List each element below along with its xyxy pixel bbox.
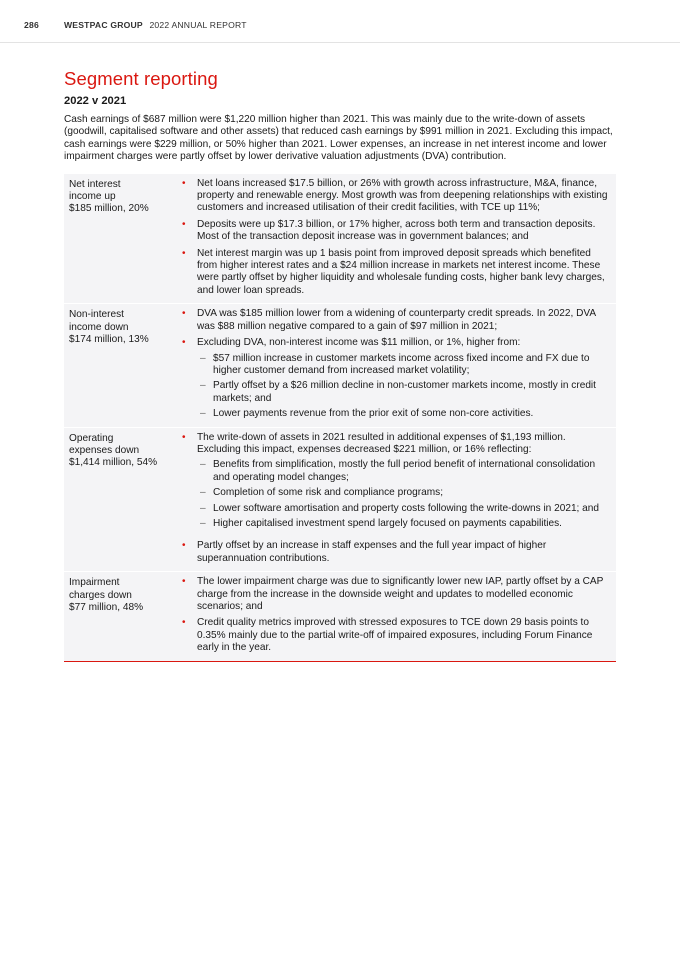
segment-label: [64, 428, 175, 572]
sub-bullet-text: Higher capitalised investment spend largely focused on payments capabilities.: [213, 517, 562, 529]
dash-icon: –: [200, 502, 206, 514]
segment-row: [64, 571, 616, 660]
bullet-icon: •: [182, 576, 186, 588]
bullet-icon: •: [182, 218, 186, 230]
sub-bullet-item: [197, 518, 612, 530]
bullet-icon: •: [182, 540, 186, 552]
bullet-item: [179, 540, 612, 565]
sub-bullet-item: [197, 380, 612, 405]
sub-bullet-item: [197, 487, 612, 499]
dash-icon: –: [200, 517, 206, 529]
bullet-text: DVA was $185 million lower from a widening of counterparty credit spreads. In 2022, DVA was $88 million negative compared to a gain of $97 million in 2021;: [197, 308, 596, 332]
dash-icon: –: [200, 459, 206, 471]
sub-bullet-text: Benefits from simplification, mostly the full period benefit of international consolidation and operating model changes;: [213, 459, 596, 483]
sub-bullet-text: Completion of some risk and compliance programs;: [213, 487, 444, 499]
bullet-item: [179, 308, 612, 333]
brand-name: WESTPAC GROUP: [64, 20, 143, 30]
bullet-text: Partly offset by an increase in staff expenses and the full year impact of higher superannuation contributions.: [197, 540, 547, 564]
bullet-icon: •: [182, 177, 186, 189]
bullet-text: Net loans increased $17.5 billion, or 26% with growth across infrastructure, M&A, finance, property and renewable energy. Most growth was from deepening relationships with existing customers and increased utilisation of their credit facilities, with TCE up 11%;: [197, 177, 608, 214]
segment-label-text: Net interest income up $185 million, 20%: [69, 178, 149, 215]
page-header: [0, 0, 680, 43]
segment-label: [64, 304, 175, 426]
page-number: 286: [24, 20, 39, 30]
bullet-icon: •: [182, 337, 186, 349]
sub-bullet-text: $57 million increase in customer markets income across fixed income and FX due to higher customer demand from increased market volatility;: [213, 352, 590, 376]
segment-detail: [175, 174, 616, 304]
dash-icon: –: [200, 380, 206, 392]
bullet-text: Deposits were up $17.3 billion, or 17% higher, across both term and transaction deposits. Most of the transaction deposit increase was in government balances; and: [197, 218, 596, 243]
bullet-item: [179, 576, 612, 613]
sub-bullet-text: Lower software amortisation and property costs following the write-downs in 2021; and: [213, 502, 600, 514]
segment-label: [64, 174, 175, 304]
sub-bullet-item: [197, 503, 612, 515]
bullet-item: [179, 432, 612, 537]
sub-bullet-text: Partly offset by a $26 million decline in non-customer markets income, mostly in credit markets; and: [213, 380, 596, 404]
dash-icon: –: [200, 352, 206, 364]
bullet-text: Net interest margin was up 1 basis point from improved deposit spreads which benefited from higher interest rates and a $24 million increase in markets net interest income. These were partly offset by higher liquidity and wholesale funding costs, higher bank levy charges, and lower loan spreads.: [197, 247, 605, 296]
segment-table: [64, 174, 616, 662]
bullet-item: [179, 178, 612, 215]
segment-row: [64, 303, 616, 426]
sub-bullet-item: [197, 459, 612, 484]
page-title: Segment reporting: [64, 68, 218, 89]
segment-label: [64, 572, 175, 660]
running-header: [64, 20, 247, 30]
segment-label-text: Impairment charges down $77 million, 48%: [69, 577, 144, 613]
segment-detail: [175, 304, 616, 426]
bullet-text: Excluding DVA, non-interest income was $11 million, or 1%, higher from:: [197, 337, 521, 349]
bullet-item: [179, 337, 612, 420]
bullet-text: Credit quality metrics improved with stressed exposures to TCE down 29 basis points to 0.35% mainly due to the partial write-off of impaired exposures, including Forum Finance early in the year.: [197, 617, 593, 654]
segment-detail: [175, 572, 616, 660]
dash-icon: –: [200, 408, 206, 420]
segment-detail: [175, 428, 616, 572]
bullet-icon: •: [182, 308, 186, 320]
sub-bullet-item: [197, 353, 612, 378]
main-content: [64, 68, 616, 662]
bullet-text: The lower impairment charge was due to significantly lower new IAP, partly offset by a CAP charge from the increase in the downside weight and updates to modelled economic scenarios; and: [197, 576, 604, 612]
section-subtitle: 2022 v 2021: [64, 95, 127, 107]
bullet-icon: •: [182, 617, 186, 629]
report-name: 2022 ANNUAL REPORT: [149, 20, 247, 30]
segment-row: [64, 174, 616, 304]
sub-bullet-text: Lower payments revenue from the prior exit of some non-core activities.: [213, 408, 534, 420]
bullet-item: [179, 248, 612, 298]
bullet-icon: •: [182, 247, 186, 259]
sub-bullet-item: [197, 408, 612, 420]
bullet-item: [179, 219, 612, 244]
dash-icon: –: [200, 487, 206, 499]
segment-label-text: Operating expenses down $1,414 million, 54%: [69, 432, 158, 469]
intro-paragraph: Cash earnings of $687 million were $1,220 million higher than 2021. This was mainly due to the write-down of assets (goodwill, capitalised software and other assets) that reduced cash earnings by $991 million in 2021. Excluding this impact, cash earnings were $229 million, or 50% higher than 2021. Lower expenses, an increase in net interest income and lower impairment charges were partly offset by lower derivative valuation adjustments (DVA) contribution.: [64, 114, 613, 163]
segment-label-text: Non-interest income down $174 million, 13%: [69, 309, 149, 346]
bullet-icon: •: [182, 431, 186, 443]
bullet-item: [179, 617, 612, 654]
segment-row: [64, 427, 616, 572]
bullet-text: The write-down of assets in 2021 resulted in additional expenses of $1,193 million. Excluding this impact, expenses decreased $221 million, or 16% reflecting:: [197, 431, 566, 455]
